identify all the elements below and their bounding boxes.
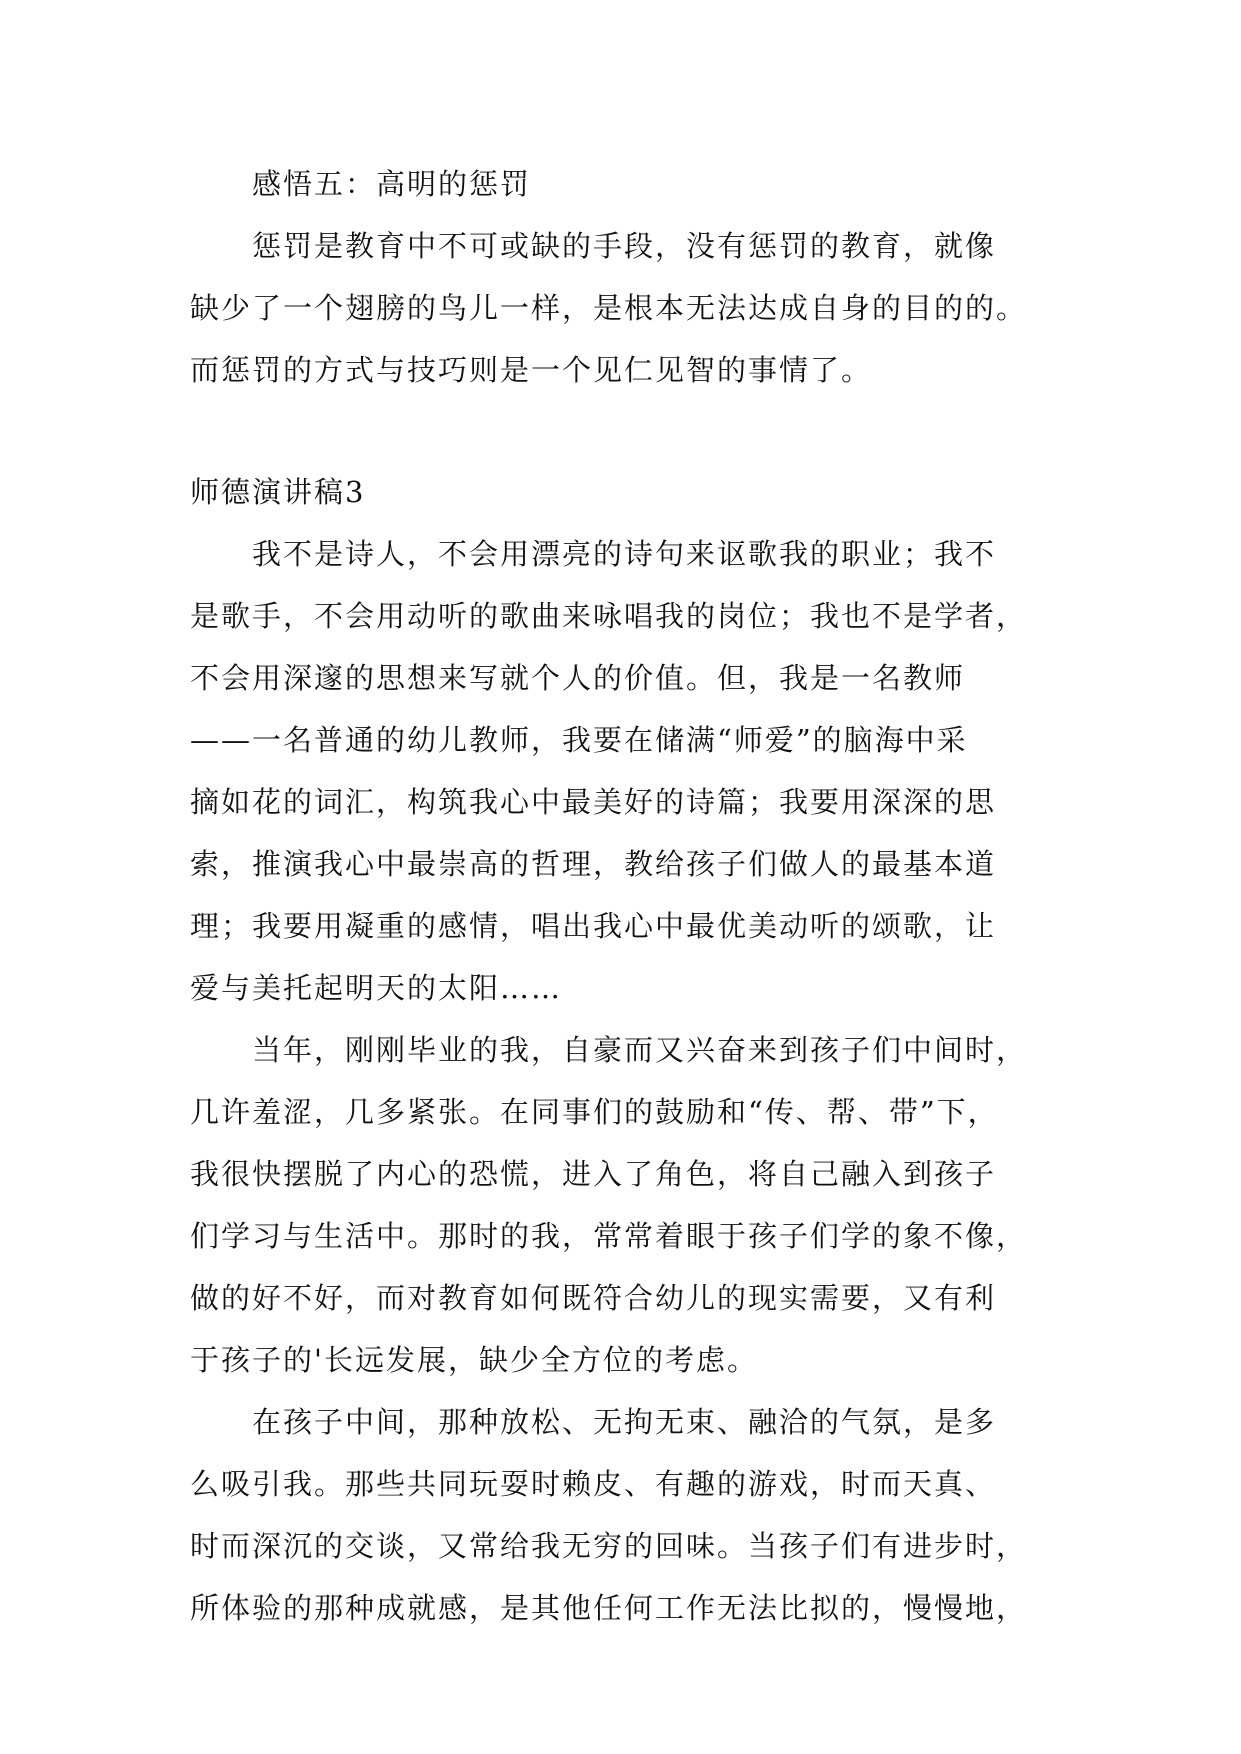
paragraph-line: 当年，刚刚毕业的我，自豪而又兴奋来到孩子们中间时， — [252, 1033, 1028, 1067]
document-title: 师德演讲稿3 — [190, 475, 366, 509]
paragraph-line: 于孩子的'长远发展，缺少全方位的考虑。 — [190, 1343, 758, 1377]
paragraph-line: 摘如花的词汇，构筑我心中最美好的诗篇；我要用深深的思 — [190, 785, 997, 819]
paragraph-line: 做的好不好，而对教育如何既符合幼儿的现实需要，又有利 — [190, 1281, 997, 1315]
paragraph-line: 们学习与生活中。那时的我，常常着眼于孩子们学的象不像， — [190, 1219, 1028, 1253]
paragraph-line: 时而深沉的交谈，又常给我无穷的回味。当孩子们有进步时， — [190, 1529, 1028, 1563]
paragraph-line: 惩罚是教育中不可或缺的手段，没有惩罚的教育，就像 — [252, 229, 997, 263]
paragraph-line: 几许羞涩，几多紧张。在同事们的鼓励和“传、帮、带”下， — [190, 1095, 999, 1129]
paragraph-line: 是歌手，不会用动听的歌曲来咏唱我的岗位；我也不是学者， — [190, 599, 1028, 633]
paragraph-line: 么吸引我。那些共同玩耍时赖皮、有趣的游戏，时而天真、 — [190, 1467, 997, 1501]
paragraph-line: 而惩罚的方式与技巧则是一个见仁见智的事情了。 — [190, 353, 873, 387]
paragraph-line: ——一名普通的幼儿教师，我要在储满“师爱”的脑海中采 — [190, 723, 968, 757]
paragraph-line: 爱与美托起明天的太阳…… — [190, 971, 563, 1005]
section-heading: 感悟五：高明的惩罚 — [252, 167, 532, 201]
paragraph-line: 我不是诗人，不会用漂亮的诗句来讴歌我的职业；我不 — [252, 537, 997, 571]
paragraph-line: 不会用深邃的思想来写就个人的价值。但，我是一名教师 — [190, 661, 966, 695]
paragraph-line: 所体验的那种成就感，是其他任何工作无法比拟的，慢慢地， — [190, 1591, 1028, 1625]
paragraph-line: 缺少了一个翅膀的鸟儿一样，是根本无法达成自身的目的的。 — [190, 291, 1028, 325]
paragraph-line: 我很快摆脱了内心的恐慌，进入了角色，将自己融入到孩子 — [190, 1157, 997, 1191]
paragraph-line: 理；我要用凝重的感情，唱出我心中最优美动听的颂歌，让 — [190, 909, 997, 943]
paragraph-line: 索，推演我心中最崇高的哲理，教给孩子们做人的最基本道 — [190, 847, 997, 881]
paragraph-line: 在孩子中间，那种放松、无拘无束、融洽的气氛，是多 — [252, 1405, 997, 1439]
